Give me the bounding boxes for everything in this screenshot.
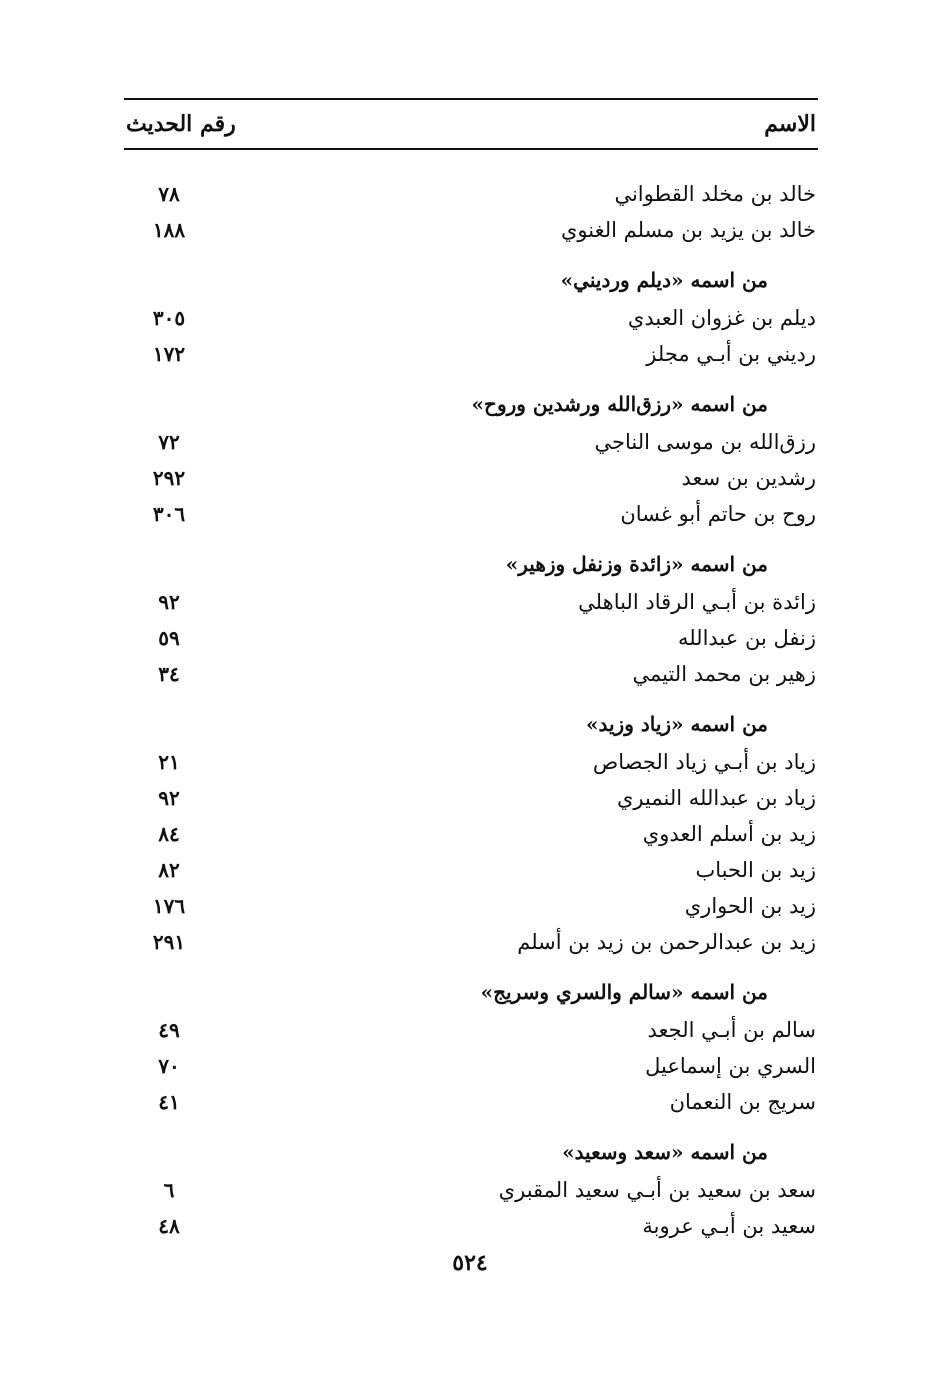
hadith-number: ٩٢ (158, 590, 180, 614)
hadith-number: ٩٢ (158, 786, 180, 810)
header-bottom-rule (124, 148, 818, 150)
hadith-number: ٦ (163, 1178, 175, 1202)
index-entries (124, 176, 818, 1244)
hadith-number: ٣٠٦ (152, 502, 186, 526)
index-group (124, 176, 818, 248)
index-group (124, 972, 818, 1120)
index-row (124, 888, 818, 924)
hadith-number: ٣٠٥ (152, 306, 186, 330)
table-header (124, 100, 818, 148)
number-column-label: رقم الحديث (126, 111, 236, 137)
index-page (124, 98, 818, 1244)
hadith-number: ٢٩٢ (152, 466, 186, 490)
section-heading: من اسمه «سعد وسعيد» (562, 1140, 768, 1164)
narrator-name: رديني بن أبـي مجلز (646, 342, 816, 366)
section-heading: من اسمه «سالم والسري وسريج» (480, 980, 768, 1004)
section-heading: من اسمه «رزق‌الله ورشدين وروح» (471, 392, 768, 416)
name-column-label: الاسم (764, 111, 816, 137)
narrator-name: خالد بن مخلد القطواني (614, 182, 816, 206)
narrator-name: زيد بن عبدالرحمن بن زيد بن أسلم (517, 930, 816, 954)
hadith-number: ٧٢ (158, 430, 180, 454)
index-row (124, 212, 818, 248)
index-row (124, 336, 818, 372)
index-row (124, 744, 818, 780)
narrator-name: ديلم بن غزوان العبدي (627, 306, 816, 330)
index-row (124, 816, 818, 852)
hadith-number: ٨٤ (158, 822, 180, 846)
narrator-name: زائدة بن أبـي الرقاد الباهلي (578, 590, 816, 614)
index-group (124, 260, 818, 372)
index-row (124, 584, 818, 620)
index-group (124, 704, 818, 960)
index-group (124, 1132, 818, 1244)
hadith-number: ٨٢ (158, 858, 180, 882)
index-row (124, 176, 818, 212)
index-row (124, 924, 818, 960)
index-row (124, 1012, 818, 1048)
index-row (124, 1172, 818, 1208)
hadith-number: ٤١ (158, 1090, 180, 1114)
narrator-name: زهير بن محمد التيمي (632, 662, 816, 686)
index-row (124, 656, 818, 692)
narrator-name: رشدين بن سعد (681, 466, 816, 490)
narrator-name: زنفل بن عبدالله (677, 626, 816, 650)
hadith-number: ٥٩ (158, 626, 180, 650)
hadith-number: ٢٩١ (152, 930, 186, 954)
narrator-name: سعد بن سعيد بن أبـي سعيد المقبري (498, 1178, 816, 1202)
narrator-name: زيد بن الحواري (684, 894, 816, 918)
narrator-name: زياد بن عبدالله النميري (617, 786, 816, 810)
hadith-number: ١٧٦ (152, 894, 186, 918)
section-heading: من اسمه «ديلم ورديني» (560, 268, 768, 292)
hadith-number: ١٨٨ (152, 218, 186, 242)
hadith-number: ٧٨ (158, 182, 180, 206)
section-heading: من اسمه «زياد وزيد» (585, 712, 768, 736)
narrator-name: رزق‌الله بن موسى الناجي (594, 430, 816, 454)
section-heading: من اسمه «زائدة وزنفل وزهير» (505, 552, 768, 576)
narrator-name: سعيد بن أبـي عروبة (642, 1214, 816, 1238)
narrator-name: سالم بن أبـي الجعد (647, 1018, 816, 1042)
narrator-name: زيد بن أسلم العدوي (642, 822, 816, 846)
index-row (124, 1048, 818, 1084)
index-row (124, 460, 818, 496)
narrator-name: زياد بن أبـي زياد الجصاص (592, 750, 816, 774)
index-group (124, 384, 818, 532)
index-row (124, 852, 818, 888)
index-row (124, 1208, 818, 1244)
narrator-name: سريج بن النعمان (669, 1090, 816, 1114)
index-row (124, 620, 818, 656)
index-row (124, 1084, 818, 1120)
hadith-number: ٢١ (158, 750, 180, 774)
narrator-name: خالد بن يزيد بن مسلم الغنوي (560, 218, 816, 242)
narrator-name: السري بن إسماعيل (645, 1054, 816, 1078)
narrator-name: روح بن حاتم أبو غسان (620, 502, 816, 526)
index-row (124, 300, 818, 336)
hadith-number: ١٧٢ (152, 342, 186, 366)
hadith-number: ٣٤ (158, 662, 180, 686)
index-row (124, 424, 818, 460)
page-number: ٥٢٤ (452, 1250, 488, 1276)
narrator-name: زيد بن الحباب (695, 858, 816, 882)
hadith-number: ٤٨ (158, 1214, 180, 1238)
index-row (124, 780, 818, 816)
hadith-number: ٧٠ (158, 1054, 180, 1078)
hadith-number: ٤٩ (158, 1018, 180, 1042)
index-group (124, 544, 818, 692)
index-row (124, 496, 818, 532)
